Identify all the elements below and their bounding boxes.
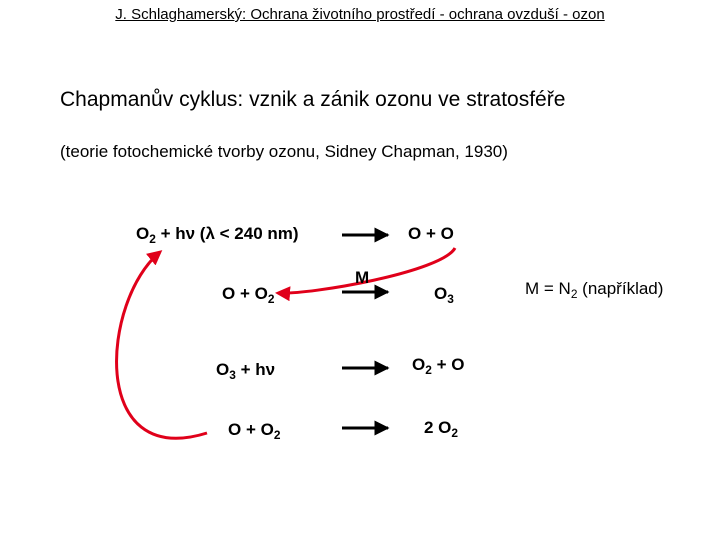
reaction-3-lhs: $O_3 + h\nu$ [216,360,276,383]
cycle-arrow-o2-back [117,252,207,438]
reaction-1-rhs: O + O [408,224,454,243]
reaction-4-lhs: $O + O_2$ [228,420,281,443]
reaction-2-rhs: $O_3$ [434,284,454,307]
catalyst-note: $M = N_2$ (například) [525,279,664,302]
reaction-4-rhs: 2 $O_2$ [424,418,459,441]
slide-header: J. Schlaghamerský: Ochrana životního prostředí - ochrana ovzduší - ozon [115,6,605,23]
reaction-2-catalyst: M [355,268,370,287]
reaction-1-lhs: $O_2 + h\nu$ (λ < 240 nm) [136,224,299,247]
reaction-3-rhs: $O_2 + O$ [412,355,465,378]
reaction-2-lhs: $O + O_2$ [222,284,275,307]
slide-subtitle: (teorie fotochemické tvorby ozonu, Sidney Chapman, 1930) [60,142,508,161]
slide-title: Chapmanův cyklus: vznik a zánik ozonu ve stratosféře [60,88,566,111]
